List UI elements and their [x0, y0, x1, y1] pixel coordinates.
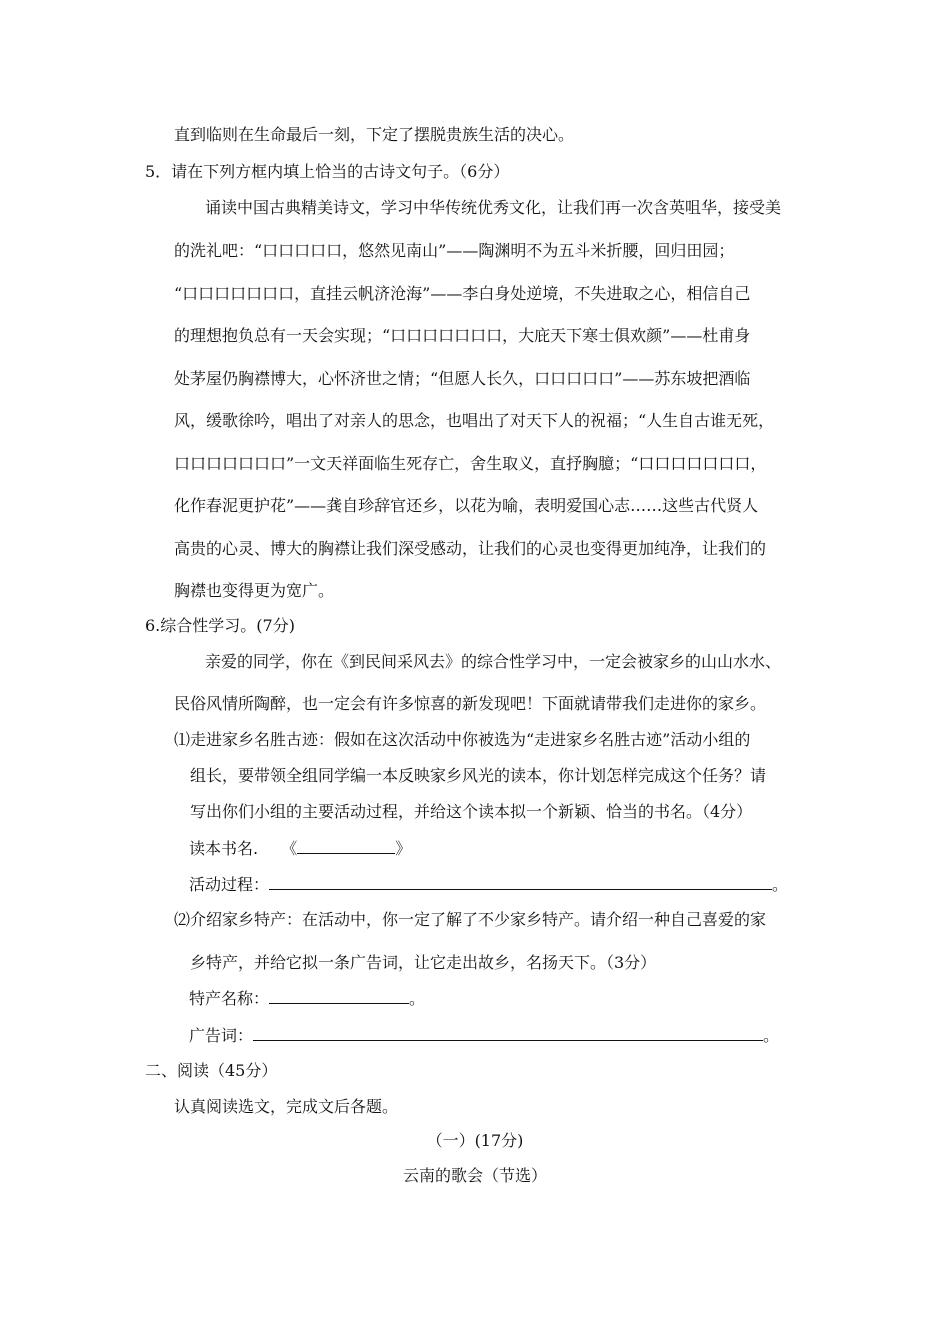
subquestion-1: ⑴走进家乡名胜古迹：假如在这次活动中你被选为“走进家乡名胜古迹”活动小组的: [174, 730, 751, 749]
text-line: 高贵的心灵、博大的胸襟让我们深受感动，让我们的心灵也变得更加纯净，让我们的: [174, 539, 767, 558]
text-line: 组长，要带领全组同学编一本反映家乡风光的读本，你计划怎样完成这个任务？请: [190, 766, 767, 785]
part-1-heading: （一）(17分): [426, 1131, 524, 1150]
activity-process-row: [189, 873, 788, 896]
article-title: 云南的歌会（节选）: [402, 1166, 547, 1185]
question-6-title: 6.综合性学习。(7分): [145, 616, 295, 635]
specialty-name-label: 特产名称：: [189, 989, 270, 1008]
text-line: 处茅屋仍胸襟博大，心怀济世之情；“但愿人长久，口口口口口”——苏东坡把酒临: [174, 369, 751, 388]
text-line: 的理想抱负总有一天会实现；“口口口口口口口，大庇天下寒士俱欢颜”——杜甫身: [174, 326, 751, 345]
activity-process-label: 活动过程：: [189, 875, 270, 894]
specialty-name-blank[interactable]: [269, 987, 409, 1004]
subquestion-2: ⑵介绍家乡特产：在活动中，你一定了解了不少家乡特产。请介绍一种自己喜爱的家: [174, 910, 767, 929]
slogan-blank[interactable]: [253, 1024, 763, 1041]
slogan-label: 广告词：: [189, 1026, 254, 1045]
text-line: “口口口口口口口，直挂云帆济沧海”——李白身处逆境，不失进取之心，相信自己: [174, 284, 751, 303]
text-line: 诵读中国古典精美诗文，学习中华传统优秀文化，让我们再一次含英咀华，接受美: [205, 198, 782, 217]
text-line: 亲爱的同学，你在《到民间采风去》的综合性学习中，一定会被家乡的山山水水、: [205, 652, 782, 671]
specialty-name-row: [189, 987, 425, 1010]
book-name-blank[interactable]: [297, 837, 395, 854]
book-name-label: 读本书名.: [189, 839, 259, 858]
end-mark: 。: [763, 1026, 780, 1045]
book-name-close-quote: 》: [395, 839, 412, 858]
end-mark: 。: [772, 875, 789, 894]
activity-process-blank[interactable]: [269, 873, 772, 890]
text-line: 写出你们小组的主要活动过程，并给这个读本拟一个新颖、恰当的书名。（4分）: [190, 802, 753, 821]
text-line: 民俗风情所陶醉，也一定会有许多惊喜的新发现吧！下面就请带我们走进你的家乡。: [174, 694, 767, 713]
book-name-row: [189, 837, 411, 860]
section-2-title: 二、阅读（45分）: [145, 1061, 278, 1080]
text-line: 直到临则在生命最后一刻，下定了摆脱贵族生活的决心。: [174, 125, 575, 144]
instruction-line: 认真阅读选文，完成文后各题。: [174, 1097, 399, 1116]
text-line: 风，缓歌徐吟，唱出了对亲人的思念，也唱出了对天下人的祝福；“人生自古谁无死，: [174, 411, 775, 430]
book-name-open-quote: 《: [281, 839, 298, 858]
text-line: 化作春泥更护花”——龚自珍辞官还乡，以花为喻，表明爱国心志……这些古代贤人: [174, 496, 759, 515]
text-line: 口口口口口口口”一文天祥面临生死存亡，舍生取义，直抒胸臆；“口口口口口口口，: [174, 454, 767, 473]
text-line: 乡特产，并给它拟一条广告词，让它走出故乡，名扬天下。（3分）: [190, 953, 657, 972]
text-line: 的洗礼吧：“口口口口口，悠然见南山”——陶渊明不为五斗米折腰，回归田园；: [174, 241, 735, 260]
end-mark: 。: [409, 989, 426, 1008]
slogan-row: [189, 1024, 779, 1047]
question-5-title: 5．请在下列方框内填上恰当的古诗文句子。（6分）: [145, 162, 510, 181]
text-line: 胸襟也变得更为宽广。: [174, 581, 335, 600]
